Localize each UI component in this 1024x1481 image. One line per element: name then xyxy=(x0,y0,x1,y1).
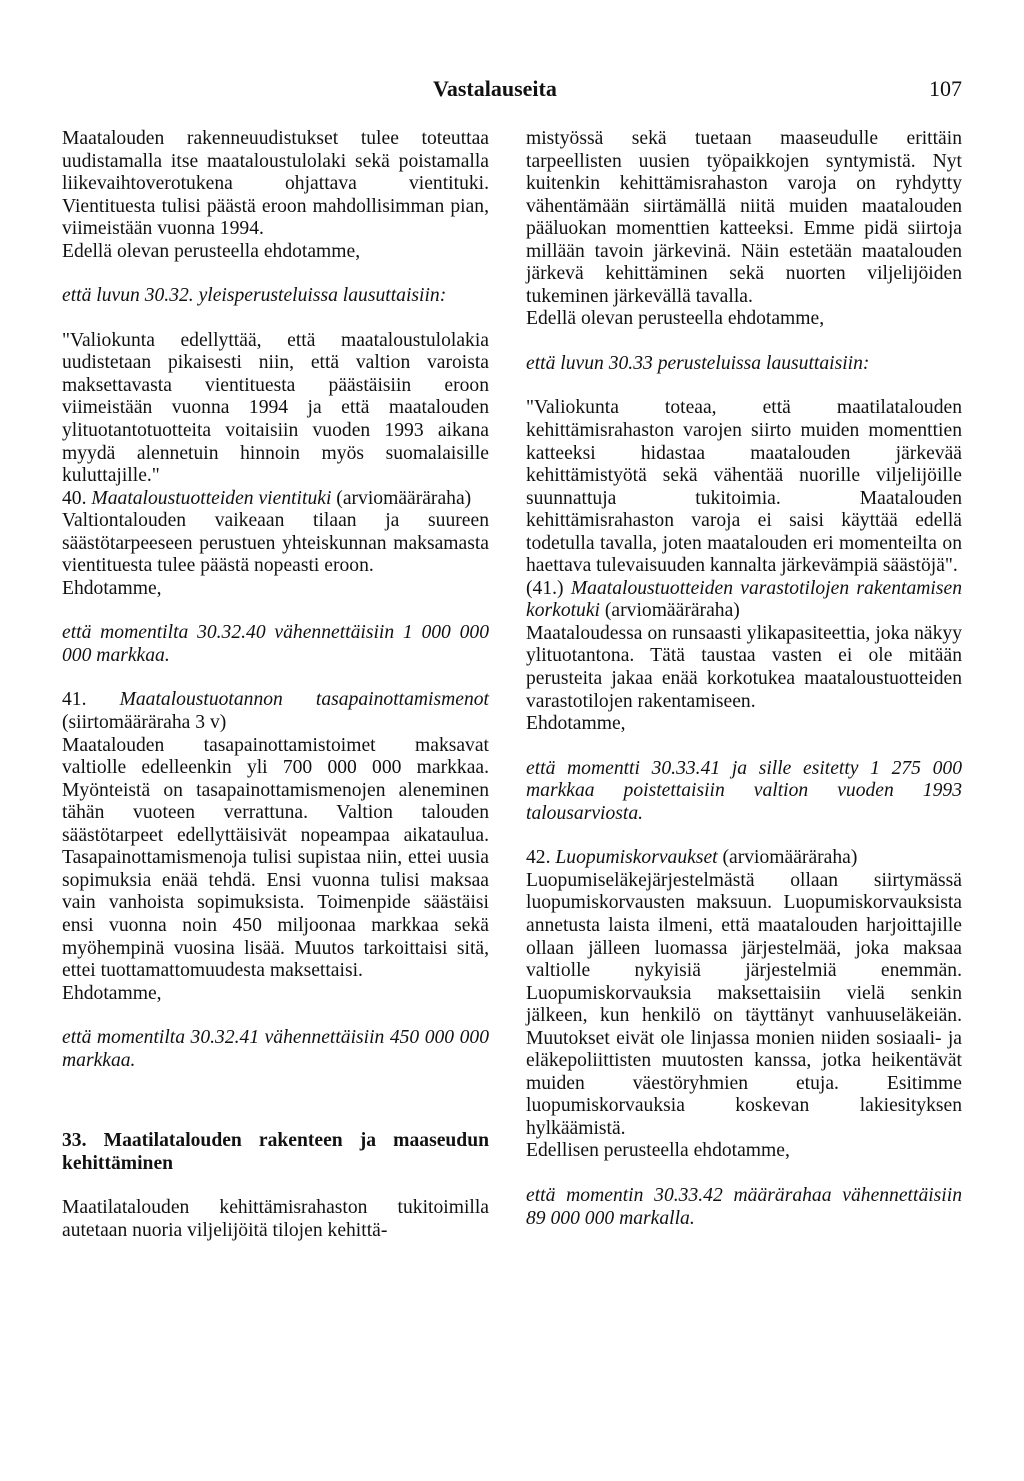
item-type: (arviomääräraha) xyxy=(722,847,858,869)
item-type: (siirtomääräraha 3 v) xyxy=(62,712,227,734)
motion-text: että momentilta 30.32.41 vähennettäisiin 450 000 000 markkaa. xyxy=(62,1027,489,1071)
item-heading-41 xyxy=(526,578,962,623)
item-title: Maataloustuotteiden vientituki xyxy=(91,487,332,509)
paragraph: Luopumiseläkejärjestelmästä ollaan siirtymässä luopumiskorvausten maksuun. Luopumiskorvauksista annetusta laista ilmeni, että maatalouden harjoittajille ollaan jälleen luomassa järjestelmää, joka maksaa valtiolle nykyisiä järjestelmiä enemmän. Luopumiskorvauksia maksettaisiin vielä senkin jälkeen, kun henkilö on täyttänyt vanhuuseläkeiän. Muutokset eivät ole linjassa monien niiden sosiaali- ja eläkepoliittisten muutosten kanssa, jotka heikentävät muiden väestöryhmien etuja. Esitimme luopumiskorvauksia koskevan lakiesityksen hylkäämistä. xyxy=(526,869,962,1139)
paragraph: Edellä olevan perusteella ehdotamme, xyxy=(526,308,825,330)
item-type: (arviomääräraha) xyxy=(336,487,472,509)
paragraph: Ehdotamme, xyxy=(526,713,626,735)
item-heading-41 xyxy=(62,689,489,734)
item-number: 42. xyxy=(526,847,551,869)
page-number: 107 xyxy=(929,76,962,101)
item-number: (41.) xyxy=(526,577,564,599)
running-title: Vastalauseita xyxy=(433,76,557,101)
running-header xyxy=(0,76,1024,106)
item-number: 40. xyxy=(62,487,87,509)
paragraph: Edellä olevan perusteella ehdotamme, xyxy=(62,240,361,262)
paragraph: mistyössä sekä tuetaan maaseudulle erittäin tarpeellisten uusien työpaikkojen syntymistä. Nyt kuitenkin kehittämisrahaston varoja on ryhdytty vähentämään siirtämällä niitä muiden maatalouden pääluokan momenttien katteeksi. Emme pidä siirtoja millään tavoin järkevinä. Näin estetään maatalouden järkevä kehittäminen sekä nuorten viljelijöiden tukeminen järkevällä tavalla. xyxy=(526,128,962,307)
item-title: Maataloustuotteiden varastotilojen rakentamisen korkotuki xyxy=(526,577,962,622)
paragraph: Valtiontalouden vaikeaan tilaan ja suureen säästötarpeeseen perustuen yhteiskunnan maksamasta vientituesta tulee päästä nopeasti eroon. xyxy=(62,510,489,577)
quoted-statement: "Valiokunta edellyttää, että maataloustulolakia uudistetaan pikaisesti niin, että valtion varoista maksettavasta vientituesta päästäisiin eroon viimeistään vuonna 1994 ja että maatalouden ylituotantotuotteita voitaisiin vuoden 1993 aikana myydä alennetuin hinnoin myös suomalaisille kuluttajille." xyxy=(62,329,489,487)
paragraph: Maatalouden rakenneuudistukset tulee toteuttaa uudistamalla itse maataloustulolaki sekä poistamalla liikevaihtoverotukena ohjattava vientituki. Vientituesta tulisi päästä eroon mahdollisimman pian, viimeistään vuonna 1994. xyxy=(62,128,489,240)
section-heading: 33. Maatilatalouden rakenteen ja maaseudun kehittäminen xyxy=(62,1130,489,1174)
left-column xyxy=(62,128,489,1242)
item-number: 41. xyxy=(62,689,87,711)
item-type: (arviomääräraha) xyxy=(604,600,740,622)
motion-text: että momentin 30.33.42 määrärahaa vähennettäisiin 89 000 000 markalla. xyxy=(526,1184,962,1229)
motion-text: että luvun 30.33 perusteluissa lausuttaisiin: xyxy=(526,352,870,374)
item-title: Luopumiskorvaukset xyxy=(555,847,718,869)
paragraph: Maatalouden tasapainottamistoimet maksavat valtiolle edelleenkin yli 700 000 000 markkaa. Myönteistä on tasapainottamismenojen aleneminen tähän vuoteen verrattuna. Valtion talouden säästötarpeet edellyttäisivät nopeampaa aikataulua. Tasapainottamismenoja tulisi supistaa niin, ettei uusia sopimuksia enää tehdä. Ensi vuonna tulisi maksaa vain vanhoista sopimuksista. Toimenpide säästäisi ensi vuonna noin 450 miljoonaa markkaa sekä myöhempinä vuosina lisää. Muutos tarkoittaisi sitä, ettei tuottamattomuudesta maksettaisi. xyxy=(62,734,489,982)
paragraph: Edellisen perusteella ehdotamme, xyxy=(526,1140,790,1162)
motion-text: että momentilta 30.32.40 vähennettäisiin 1 000 000 000 markkaa. xyxy=(62,622,489,666)
paragraph: Maatilatalouden kehittämisrahaston tukitoimilla autetaan nuoria viljelijöitä tilojen kehittä- xyxy=(62,1197,489,1241)
paragraph: Ehdotamme, xyxy=(62,577,162,599)
item-title: Maataloustuotannon tasapainottamismenot xyxy=(119,689,489,711)
right-column xyxy=(526,128,962,1230)
item-heading-42 xyxy=(526,847,962,870)
item-heading-40 xyxy=(62,488,489,511)
paragraph: Ehdotamme, xyxy=(62,982,162,1004)
motion-text: että momentti 30.33.41 ja sille esitetty 1 275 000 markkaa poistettaisiin valtion vuoden 1993 talousarviosta. xyxy=(526,757,962,824)
motion-text: että luvun 30.32. yleisperusteluissa lausuttaisiin: xyxy=(62,285,447,307)
paragraph: Maataloudessa on runsaasti ylikapasiteettia, joka näkyy ylituotantona. Tätä taustaa vasten ei ole mitään perusteita jakaa enää korkotukea maataloustuotteiden varastotilojen rakentamiseen. xyxy=(526,622,962,712)
quoted-statement: "Valiokunta toteaa, että maatilatalouden kehittämisrahaston varojen siirto muiden momenttien katteeksi hidastaa maatalouden järkevää kehittämistyötä sekä vähentää nuorille viljelijöille suunnattuja tukitoimia. Maatalouden kehittämisrahaston varoja ei saisi käyttää edellä todetulla tavalla, joten maatalouden eri momenteilta on haettava tulevaisuuden kannalta järkevämpiä säästöjä". xyxy=(526,397,962,577)
